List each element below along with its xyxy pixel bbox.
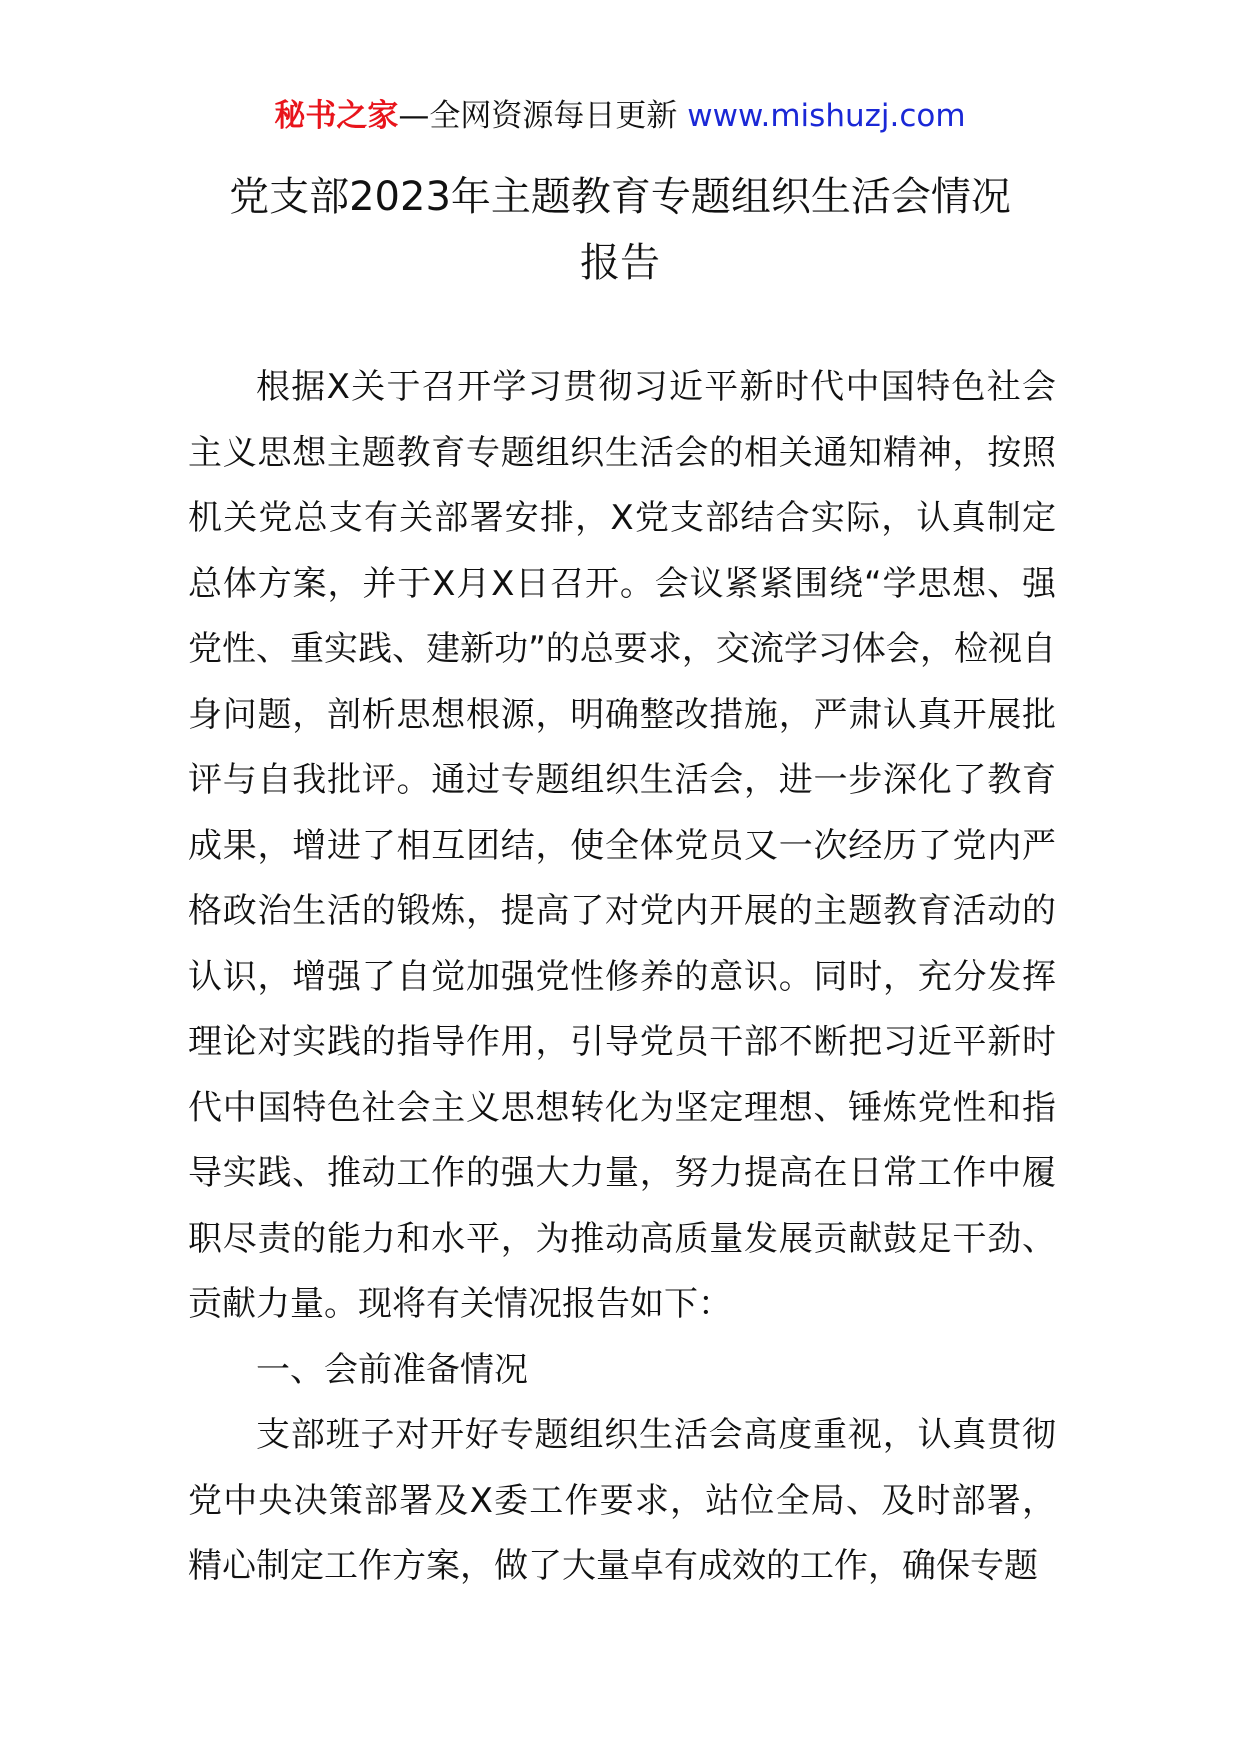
site-url-link[interactable]: www.mishuzj.com [687,98,966,134]
section-heading: 一、会前准备情况 [256,1349,528,1390]
document-body [188,355,1056,1600]
document-title [0,164,1240,296]
brand-name: 秘书之家 [274,98,399,134]
site-header [0,96,1240,136]
header-tagline: —全网资源每日更新 [398,98,688,134]
title-line-2: 报告 [580,240,660,286]
intro-paragraph: 根据X关于召开学习贯彻习近平新时代中国特色社会主义思想主题教育专题组织生活会的相关通知精神，按照机关党总支有关部署安排，X党支部结合实际，认真制定总体方案，并于X月X日召开。会议紧紧围绕“学思想、强党性、重实践、建新功”的总要求，交流学习体会，检视自身问题，剖析思想根源，明确整改措施，严肃认真开展批评与自我批评。通过专题组织生活会，进一步深化了教育成果，增进了相互团结，使全体党员又一次经历了党内严格政治生活的锻炼，提高了对党内开展的主题教育活动的认识，增强了自觉加强党性修养的意识。同时，充分发挥理论对实践的指导作用，引导党员干部不断把习近平新时代中国特色社会主义思想转化为坚定理想、锤炼党性和指导实践、推动工作的强大力量，努力提高在日常工作中履职尽责的能力和水平，为推动高质量发展贡献鼓足干劲、贡献力量。现将有关情况报告如下： [188,367,1056,1324]
body-paragraph: 支部班子对开好专题组织生活会高度重视，认真贯彻党中央决策部署及X委工作要求，站位全局、及时部署，精心制定工作方案，做了大量卓有成效的工作，确保专题 [188,1415,1056,1586]
title-line-1: 党支部2023年主题教育专题组织生活会情况 [229,174,1011,220]
